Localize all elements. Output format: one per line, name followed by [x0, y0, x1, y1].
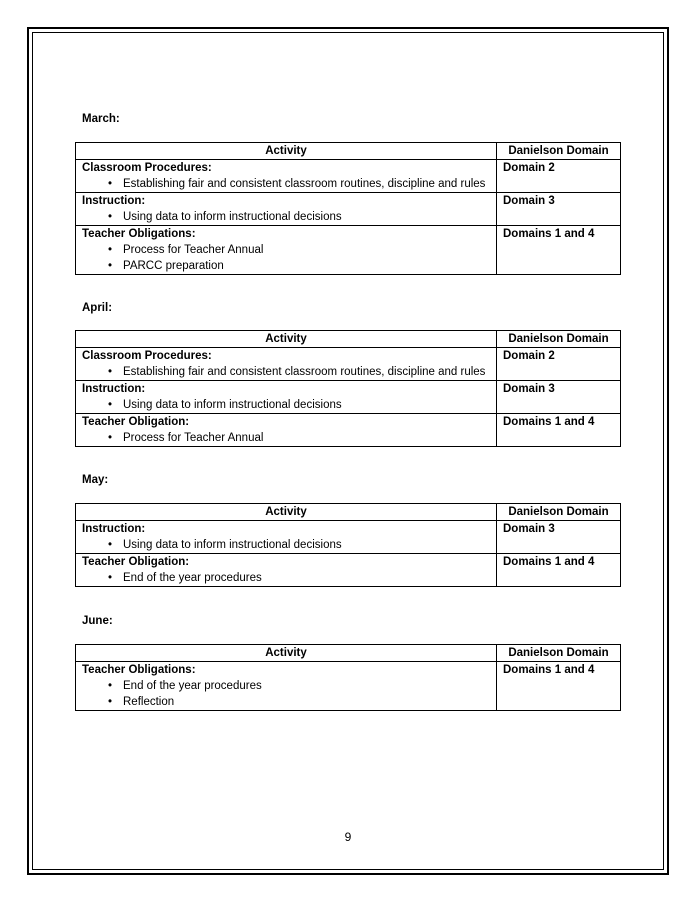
list-item: • Using data to inform instructional decisions — [102, 397, 490, 413]
activity-cell — [76, 521, 497, 554]
table-row — [76, 521, 621, 554]
activity-category: Teacher Obligations: — [82, 664, 196, 676]
activity-table — [75, 330, 621, 447]
activity-cell — [76, 348, 497, 381]
activity-list — [82, 537, 490, 553]
activity-list — [82, 678, 490, 710]
table-row — [76, 414, 621, 447]
domain-cell: Domain 3 — [497, 193, 621, 226]
activity-column-header: Activity — [76, 331, 497, 348]
activity-category: Instruction: — [82, 523, 146, 535]
table-header-row — [76, 504, 621, 521]
month-heading: June: — [82, 615, 113, 627]
activity-cell — [76, 226, 497, 275]
domain-column-header: Danielson Domain — [497, 143, 621, 160]
month-heading: May: — [82, 474, 109, 486]
domain-column-header: Danielson Domain — [497, 645, 621, 662]
list-item: • End of the year procedures — [102, 570, 490, 586]
activity-cell — [76, 554, 497, 587]
table-row — [76, 226, 621, 275]
month-heading: April: — [82, 302, 113, 314]
activity-category: Teacher Obligation: — [82, 416, 190, 428]
domain-column-header: Danielson Domain — [497, 504, 621, 521]
list-item: • Using data to inform instructional decisions — [102, 209, 490, 225]
month-heading: March: — [82, 113, 120, 125]
activity-category: Teacher Obligations: — [82, 228, 196, 240]
domain-cell: Domain 3 — [497, 381, 621, 414]
activity-column-header: Activity — [76, 645, 497, 662]
activity-table — [75, 644, 621, 711]
activity-cell — [76, 662, 497, 711]
activity-table — [75, 503, 621, 587]
activity-list — [82, 570, 490, 586]
activity-category: Instruction: — [82, 383, 146, 395]
table-row — [76, 554, 621, 587]
activity-cell — [76, 414, 497, 447]
activity-cell — [76, 193, 497, 226]
page-number: 9 — [344, 830, 352, 844]
activity-list — [82, 430, 490, 446]
domain-cell: Domains 1 and 4 — [497, 226, 621, 275]
activity-list — [82, 176, 490, 192]
table-row — [76, 348, 621, 381]
activity-category: Classroom Procedures: — [82, 350, 212, 362]
activity-table — [75, 142, 621, 275]
domain-cell: Domain 3 — [497, 521, 621, 554]
domain-cell: Domain 2 — [497, 348, 621, 381]
list-item: • Reflection — [102, 694, 490, 710]
activity-list — [82, 209, 490, 225]
activity-category: Instruction: — [82, 195, 146, 207]
activity-list — [82, 364, 490, 380]
table-header-row — [76, 645, 621, 662]
domain-cell: Domains 1 and 4 — [497, 662, 621, 711]
table-header-row — [76, 331, 621, 348]
domain-column-header: Danielson Domain — [497, 331, 621, 348]
activity-cell — [76, 381, 497, 414]
table-row — [76, 381, 621, 414]
list-item: • Establishing fair and consistent classroom routines, discipline and rules — [102, 364, 490, 380]
table-header-row — [76, 143, 621, 160]
table-row — [76, 160, 621, 193]
activity-list — [82, 397, 490, 413]
list-item: • Using data to inform instructional decisions — [102, 537, 490, 553]
table-row — [76, 193, 621, 226]
activity-category: Classroom Procedures: — [82, 162, 212, 174]
domain-cell: Domains 1 and 4 — [497, 554, 621, 587]
list-item: • End of the year procedures — [102, 678, 490, 694]
domain-cell: Domain 2 — [497, 160, 621, 193]
activity-column-header: Activity — [76, 143, 497, 160]
list-item: • Process for Teacher Annual — [102, 242, 490, 258]
activity-cell — [76, 160, 497, 193]
table-row — [76, 662, 621, 711]
list-item: • Process for Teacher Annual — [102, 430, 490, 446]
list-item: • PARCC preparation — [102, 258, 490, 274]
domain-cell: Domains 1 and 4 — [497, 414, 621, 447]
activity-category: Teacher Obligation: — [82, 556, 190, 568]
activity-column-header: Activity — [76, 504, 497, 521]
list-item: • Establishing fair and consistent classroom routines, discipline and rules — [102, 176, 490, 192]
activity-list — [82, 242, 490, 274]
